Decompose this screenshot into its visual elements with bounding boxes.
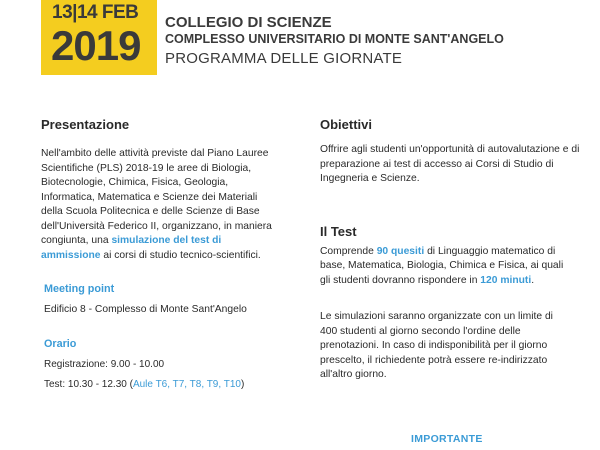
left-column [41, 116, 291, 392]
event-year: 2019 [51, 22, 141, 69]
il-test-minuti: 120 minuti [480, 274, 532, 286]
presentazione-title: Presentazione [41, 117, 130, 132]
date-block [41, 0, 157, 75]
orario-registration: Registrazione: 9.00 - 10.00 [44, 358, 165, 370]
header-program: PROGRAMMA DELLE GIORNATE [165, 50, 403, 67]
header-subtitle: COMPLESSO UNIVERSITARIO DI MONTE SANT'ANGELO [165, 32, 504, 46]
orario-title: Orario [44, 337, 77, 350]
il-test-text3: . [531, 274, 535, 286]
obiettivi-title: Obiettivi [320, 117, 373, 132]
il-test-text [320, 245, 565, 289]
header-title: COLLEGIO DI SCIENZE [165, 14, 332, 31]
il-test-quesiti: 90 quesiti [376, 245, 425, 257]
presentazione-text-after: ai corsi di studio tecnico-scientifici. [103, 249, 261, 261]
event-dates: 13|14 FEB [52, 2, 139, 23]
il-test-text1: Comprende [320, 245, 374, 257]
importante-heading: IMPORTANTE [411, 433, 483, 445]
orario-test-close: ) [240, 378, 245, 390]
presentazione-highlight: simulazione del test di ammissione [41, 235, 222, 261]
obiettivi-text: Offrire agli studenti un'opportunità di autovalutazione e di preparazione ai test di accesso ai Corsi di Studio di Ingegneria e Scienze. [320, 144, 580, 184]
meeting-point-title: Meeting point [44, 283, 115, 295]
meeting-point-text: Edificio 8 - Complesso di Monte Sant'Angelo [44, 304, 247, 315]
presentazione-text-before: Nell'ambito delle attività previste dal Piano Laurее Scientifiche (PLS) 2018-19 le aree di Biologia, Biotecnologie, Chimica, Fisica, Geologia, Informatica, Matematica e Scienze dei Materiali della Scuola Politecnica e delle Scienze di Base dell'Università Federico II, organizzano, in maniera congiunta, una [41, 148, 272, 246]
orario-test [44, 378, 291, 392]
il-test-simulazioni: Le simulazioni saranno organizzate con un limite di 400 studenti al giorno secondo l'ordine delle prenotazioni. In caso di indisponibilità per il giorno prescelto, il richiedente potrà essere re-indirizzato all'altro giorno. [320, 311, 553, 380]
il-test-title: Il Test [320, 223, 357, 239]
header [165, 14, 504, 69]
orario-test-label: Test: 10.30 - 12.30 ( [44, 378, 133, 390]
right-column [320, 116, 582, 383]
orario-aule: Aule T6, T7, T8, T9, T10 [132, 378, 241, 390]
presentazione-text [41, 147, 281, 263]
il-test-text2: di Linguaggio matematico di base, Matematica, Biologia, Chimica e Fisica, ai quali gli studenti dovranno rispondere in [320, 245, 564, 286]
